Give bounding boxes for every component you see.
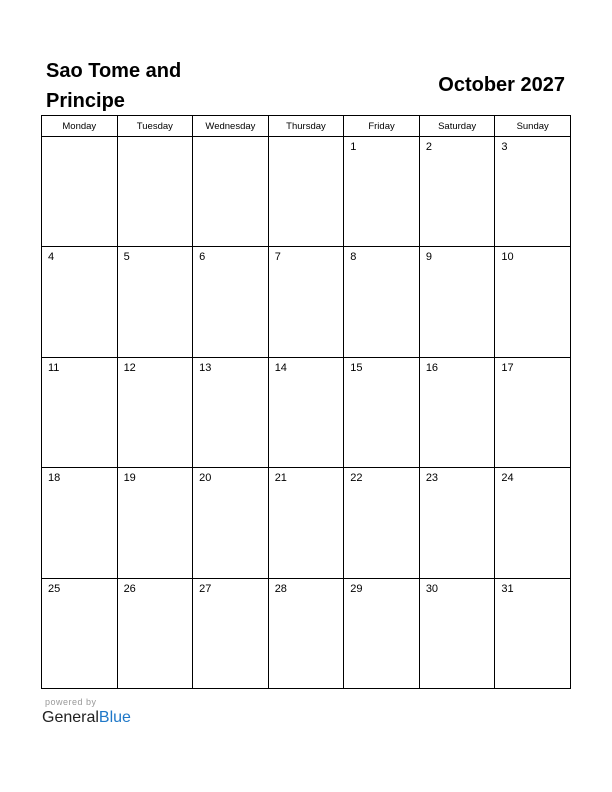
day-cell [117, 357, 193, 467]
day-number: 1 [350, 141, 357, 153]
weekday-header: Monday [42, 116, 118, 137]
week-row [42, 247, 571, 357]
day-cell [268, 247, 344, 357]
day-number: 13 [199, 361, 212, 374]
day-cell [495, 247, 571, 357]
week-row [42, 357, 571, 467]
day-number: 20 [199, 472, 212, 485]
day-number: 25 [48, 582, 61, 595]
day-cell [42, 578, 118, 688]
day-cell [344, 357, 420, 467]
country-title: Sao Tome and Principe [46, 60, 182, 112]
day-cell [268, 357, 344, 467]
generalblue-logo[interactable] [42, 707, 131, 729]
day-number: 18 [48, 472, 61, 485]
footer-brand [42, 697, 131, 729]
day-cell [344, 137, 420, 247]
day-cell [495, 137, 571, 247]
weekday-header: Saturday [419, 116, 495, 137]
day-cell [268, 137, 344, 247]
weekday-header-row [42, 116, 571, 137]
day-number [193, 137, 268, 140]
day-cell [419, 578, 495, 688]
day-number: 19 [123, 472, 136, 485]
day-number [118, 137, 193, 140]
day-number: 27 [199, 582, 212, 595]
day-cell [42, 468, 118, 578]
day-number: 3 [501, 141, 508, 153]
day-number [42, 137, 117, 140]
day-number: 4 [48, 251, 55, 264]
day-number: 5 [123, 251, 130, 264]
day-number: 24 [501, 472, 514, 485]
brand-general-text: General [42, 709, 99, 726]
day-cell [42, 137, 118, 247]
day-cell [344, 247, 420, 357]
day-number: 28 [274, 582, 287, 595]
day-number: 21 [274, 472, 287, 485]
day-number: 6 [199, 251, 206, 264]
day-number: 30 [425, 582, 439, 595]
day-cell [193, 468, 269, 578]
day-number: 23 [425, 472, 439, 485]
week-row [42, 468, 571, 578]
day-cell [344, 468, 420, 578]
day-number: 31 [501, 582, 514, 595]
brand-blue-text: Blue [98, 709, 131, 726]
weekday-header: Sunday [495, 116, 571, 137]
day-cell [117, 468, 193, 578]
day-number: 11 [48, 361, 60, 374]
day-cell [117, 578, 193, 688]
weekday-header: Thursday [268, 116, 344, 137]
day-number: 29 [350, 582, 363, 595]
day-cell [268, 578, 344, 688]
day-cell [42, 247, 118, 357]
day-cell [117, 137, 193, 247]
week-row [42, 578, 571, 688]
day-number: 12 [123, 361, 136, 374]
day-number: 7 [274, 251, 281, 264]
day-number: 15 [350, 361, 363, 374]
weekday-header: Friday [344, 116, 420, 137]
day-number: 14 [274, 361, 287, 374]
day-cell [419, 357, 495, 467]
month-year-title: October 2027 [438, 74, 565, 96]
day-number: 22 [350, 472, 363, 485]
day-cell [495, 357, 571, 467]
day-cell [193, 247, 269, 357]
day-cell [193, 137, 269, 247]
week-row [42, 137, 571, 247]
powered-by-text: powered by [45, 697, 97, 707]
day-cell [344, 578, 420, 688]
day-number [269, 137, 344, 140]
day-cell [193, 357, 269, 467]
weekday-header: Tuesday [117, 116, 193, 137]
calendar-grid [41, 115, 571, 689]
day-cell [193, 578, 269, 688]
day-cell [419, 247, 495, 357]
day-cell [42, 357, 118, 467]
day-number: 10 [501, 251, 514, 264]
day-cell [495, 468, 571, 578]
day-cell [419, 468, 495, 578]
weekday-header: Wednesday [193, 116, 269, 137]
day-number: 16 [425, 361, 439, 374]
day-cell [117, 247, 193, 357]
day-number: 8 [350, 251, 357, 264]
day-number: 9 [425, 251, 432, 264]
day-cell [268, 468, 344, 578]
day-number: 26 [123, 582, 136, 595]
day-number: 2 [425, 141, 432, 153]
day-cell [419, 137, 495, 247]
day-cell [495, 578, 571, 688]
day-number: 17 [501, 361, 514, 374]
